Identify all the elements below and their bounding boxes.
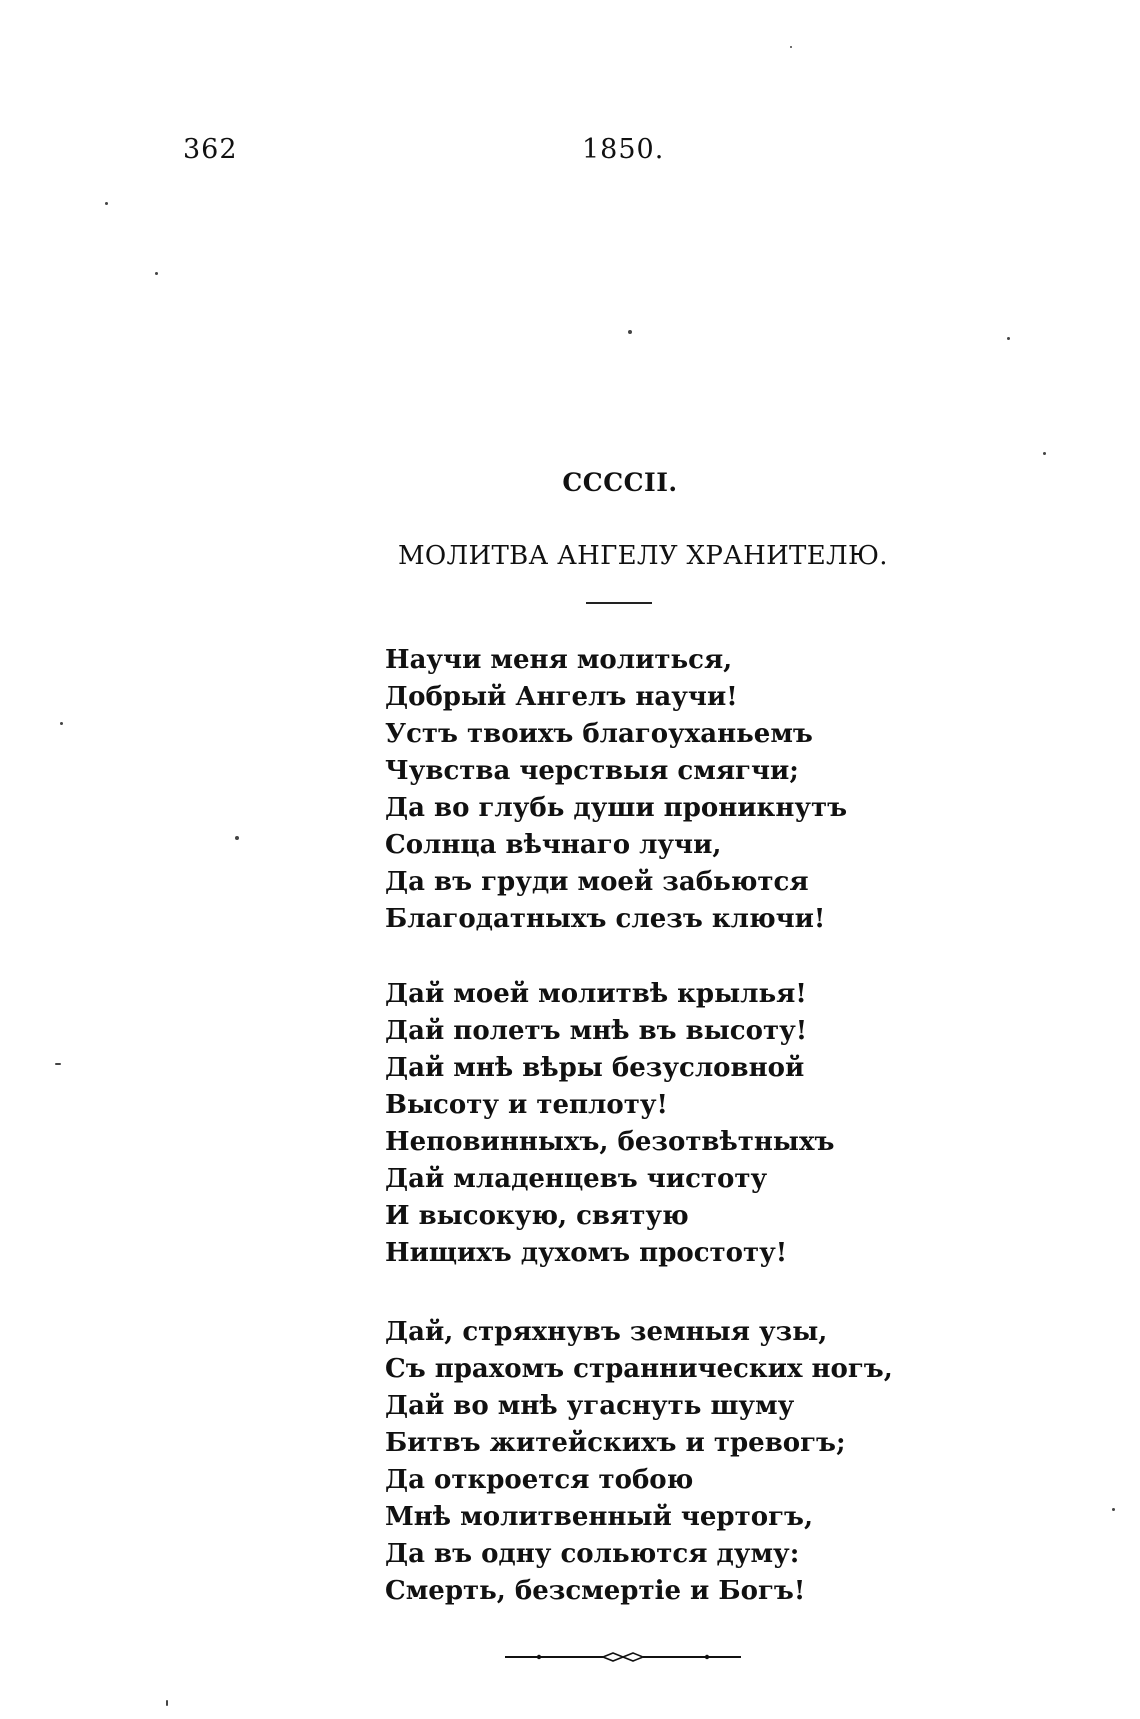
poem-line: Благодатныхъ слезъ ключи! bbox=[385, 904, 826, 934]
poem-line: И высокую, святую bbox=[385, 1201, 689, 1231]
poem-line: Устъ твоихъ благоуханьемъ bbox=[385, 719, 813, 749]
stanza-1 bbox=[385, 642, 847, 938]
print-speck bbox=[60, 722, 63, 725]
poem-line: Чувства черствыя смягчи; bbox=[385, 756, 799, 786]
print-speck bbox=[166, 1700, 168, 1706]
title-rule bbox=[586, 602, 652, 604]
poem-line: Неповинныхъ, безотвѣтныхъ bbox=[385, 1127, 835, 1157]
print-speck bbox=[1112, 1508, 1115, 1511]
print-speck bbox=[1043, 452, 1046, 455]
poem-line: Да въ груди моей забьются bbox=[385, 867, 809, 897]
print-speck bbox=[628, 330, 632, 334]
page-number: 362 bbox=[183, 134, 238, 165]
poem-title: МОЛИТВА АНГЕЛУ ХРАНИТЕЛЮ. bbox=[398, 541, 888, 571]
poem-line: Высоту и теплоту! bbox=[385, 1090, 668, 1120]
poem-line: Дай во мнѣ угаснуть шуму bbox=[385, 1391, 795, 1421]
poem-line: Солнца вѣчнаго лучи, bbox=[385, 830, 722, 860]
running-head-year: 1850. bbox=[582, 134, 665, 165]
poem-line: Добрый Ангелъ научи! bbox=[385, 682, 738, 712]
poem-line: Дай, стряхнувъ земныя узы, bbox=[385, 1317, 828, 1347]
poem-line: Да во глубь души проникнутъ bbox=[385, 793, 848, 823]
poem-line: Нищихъ духомъ простоту! bbox=[385, 1238, 788, 1268]
poem-numeral: CCCCII. bbox=[562, 468, 678, 497]
poem-line: Дай младенцевъ чистоту bbox=[385, 1164, 768, 1194]
poem-line: Научи меня молиться, bbox=[385, 645, 733, 675]
poem-line: Мнѣ молитвенный чертогъ, bbox=[385, 1502, 813, 1532]
print-speck bbox=[105, 202, 108, 205]
poem-line: Дай полетъ мнѣ въ высоту! bbox=[385, 1016, 808, 1046]
print-speck bbox=[1007, 337, 1010, 340]
end-ornament bbox=[505, 1650, 741, 1664]
print-speck bbox=[55, 1063, 61, 1065]
poem-line: Съ прахомъ страннических ногъ, bbox=[385, 1354, 893, 1384]
poem-line: Битвъ житейскихъ и тревогъ; bbox=[385, 1428, 846, 1458]
poem-line: Смерть, безсмертіе и Богъ! bbox=[385, 1576, 806, 1606]
stanza-3 bbox=[385, 1314, 893, 1610]
poem-line: Дай моей молитвѣ крылья! bbox=[385, 979, 807, 1009]
print-speck bbox=[790, 46, 792, 48]
stanza-2 bbox=[385, 976, 834, 1272]
print-speck bbox=[155, 272, 158, 275]
poem-line: Да откроется тобою bbox=[385, 1465, 694, 1495]
poem-line: Да въ одну сольются думу: bbox=[385, 1539, 800, 1569]
poem-line: Дай мнѣ вѣры безусловной bbox=[385, 1053, 805, 1083]
print-speck bbox=[235, 836, 239, 840]
